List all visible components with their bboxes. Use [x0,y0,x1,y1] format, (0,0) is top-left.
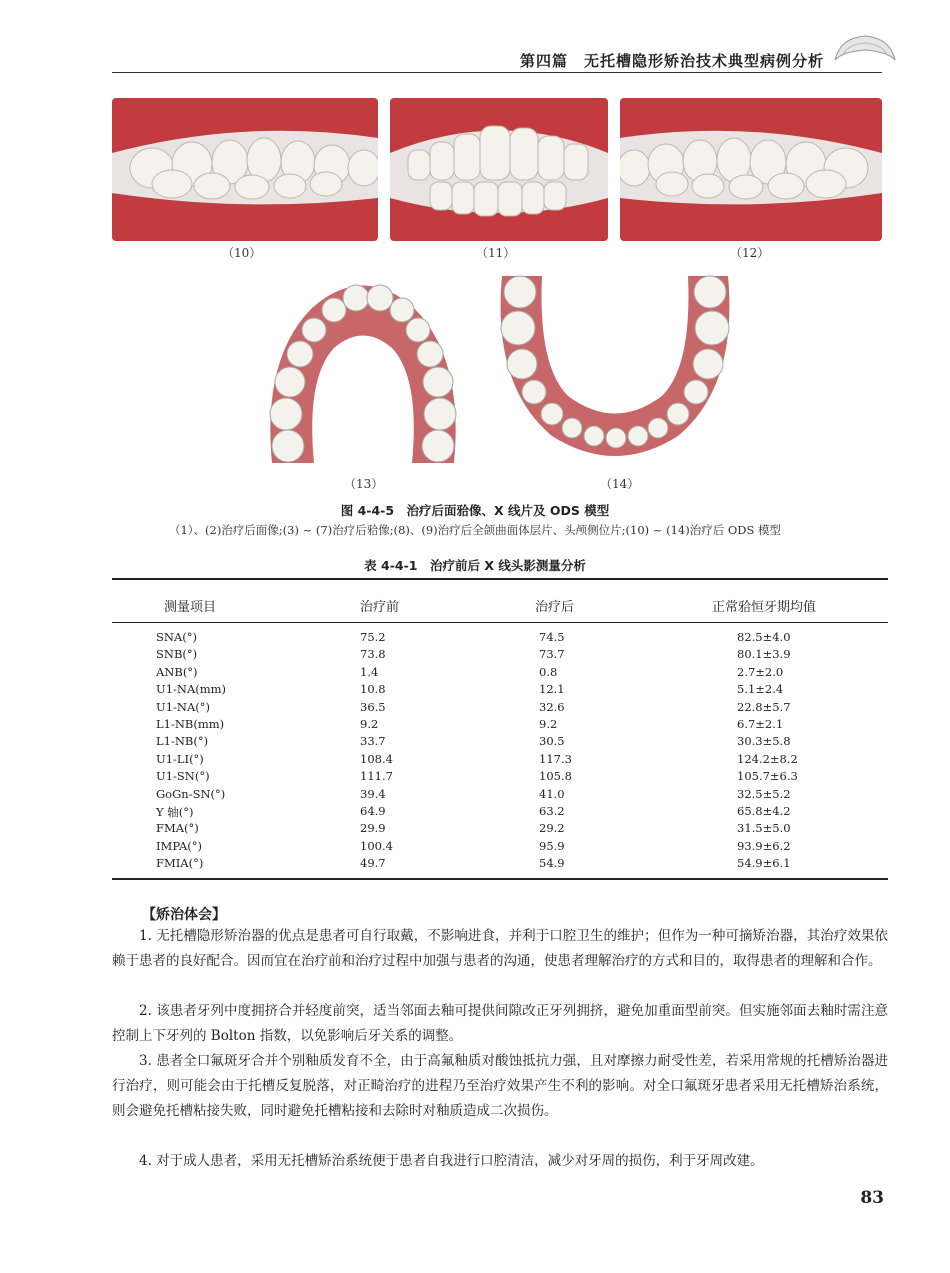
table-cell: 36.5 [360,699,386,714]
ods-model-photo-14 [492,266,738,466]
table-cell: FMIA(°) [156,856,204,871]
table-row [112,717,888,734]
table-cell: SNB(°) [156,647,198,662]
figure-title: 图 4-4-5 治疗后面𬌗像、X 线片及 ODS 模型 [340,503,610,518]
table-cell: U1-SN(°) [156,769,210,784]
table-cell: L1-NB(°) [156,734,209,749]
table-row [112,787,888,804]
table-cell: 75.2 [360,630,386,644]
table-cell: 73.8 [360,647,386,662]
table-cell: 41.0 [539,786,565,801]
table-cell: 31.5±5.0 [737,821,791,836]
table-row [112,839,888,856]
section-title: 【矫治体会】 [142,907,226,923]
header-title: 第四篇 无托槽隐形矫治技术典型病例分析 [519,52,824,70]
aligner-tray-icon [830,30,900,70]
table-header-item: 测量项目 [164,600,217,615]
table-cell: GoGn-SN(°) [156,786,226,801]
table-cell: 117.3 [539,751,572,766]
table-cell: 10.8 [360,682,386,697]
table-cell: L1-NB(mm) [156,717,225,731]
figure-description: （1）、(2)治疗后面像;(3) ~ (7)治疗后𬌗像;(8)、(9)治疗后全颌曲面体层片、头颅侧位片;(10) ~ (14)治疗后 ODS 模型 [168,523,782,537]
table-row [112,665,888,682]
table-cell: 93.9±6.2 [737,838,791,853]
paragraph-2: 2. 该患者牙列中度拥挤合并轻度前突，适当邻面去釉可提供间隙改正牙列拥挤，避免加重面型前突。但实施邻面去釉时需注意控制上下牙列的 Bolton 指数，以免影响后牙关系的调整。 [112,1003,888,1044]
page-number: 83 [860,1188,884,1208]
cephalometric-table [112,578,888,880]
table-row [112,630,888,647]
table-row [112,682,888,699]
table-cell: 64.9 [360,804,386,818]
table-cell: U1-NA(mm) [156,682,227,697]
figure-label-14: （14） [600,477,640,491]
table-cell: SNA(°) [156,630,197,644]
table-cell: 111.7 [360,769,393,784]
table-cell: U1-LI(°) [156,751,204,766]
table-cell: 30.5 [539,734,565,749]
table-cell: 54.9 [539,856,565,871]
table-cell: 32.6 [539,699,565,714]
table-row [112,769,888,786]
table-cell: 12.1 [539,682,565,697]
table-cell: 9.2 [539,717,558,731]
table-cell: 108.4 [360,751,393,766]
table-cell: 39.4 [360,786,386,801]
ods-model-photo-13 [252,268,474,468]
table-cell: ANB(°) [156,664,198,679]
table-cell: 100.4 [360,838,393,853]
table-cell: 80.1±3.9 [737,647,791,662]
table-cell: 54.9±6.1 [737,856,791,871]
table-cell: 32.5±5.2 [737,786,791,801]
table-cell: 124.2±8.2 [737,751,798,766]
table-cell: 30.3±5.8 [737,734,791,749]
table-cell: 22.8±5.7 [737,699,791,714]
running-header [112,46,882,73]
table-cell: 49.7 [360,856,386,871]
table-row [112,804,888,821]
table-cell: U1-NA(°) [156,699,210,714]
table-title: 表 4-4-1 治疗前后 X 线头影测量分析 [364,558,586,573]
figure-label-11: （11） [476,246,516,260]
table-header-before: 治疗前 [360,600,400,615]
table-cell: 1.4 [360,664,379,679]
table-cell: 2.7±2.0 [737,664,784,679]
table-cell: 95.9 [539,838,565,853]
table-header-rule [112,622,888,623]
table-header-normal: 正常𬌗恒牙期均值 [712,600,817,615]
table-cell: 63.2 [539,804,565,818]
table-cell: 9.2 [360,717,379,731]
table-cell: 6.7±2.1 [737,717,784,731]
figure-label-10: （10） [222,246,262,260]
ods-model-photo-11 [390,98,608,241]
table-cell: 0.8 [539,664,558,679]
ods-model-photo-12 [620,98,882,241]
table-row [112,734,888,751]
table-row [112,647,888,664]
table-cell: IMPA(°) [156,838,203,853]
table-cell: 73.7 [539,647,565,662]
table-row [112,821,888,838]
paragraph-4: 4. 对于成人患者，采用无托槽矫治系统便于患者自我进行口腔清洁，减少对牙周的损伤，利于牙周改建。 [139,1153,764,1169]
table-cell: Y 轴(°) [156,805,194,819]
table-cell: 105.8 [539,769,572,784]
paragraph-1: 1. 无托槽隐形矫治器的优点是患者可自行取戴，不影响进食，并利于口腔卫生的维护；但作为一种可摘矫治器，其治疗效果依赖于患者的良好配合。因而宜在治疗前和治疗过程中加强与患者的沟通，使患者理解治疗的方式和目的，取得患者的理解和合作。 [112,928,888,969]
ods-model-photo-10 [112,98,378,241]
table-row [112,700,888,717]
paragraph-3: 3. 患者全口氟斑牙合并个别釉质发育不全，由于高氟釉质对酸蚀抵抗力强，且对摩擦力耐受性差，若采用常规的托槽矫治器进行治疗，则可能会由于托槽反复脱落，对正畸治疗的进程乃至治疗效果产生不利的影响。对全口氟斑牙患者采用无托槽矫治系统，则会避免托槽粘接失败，同时避免托槽粘接和去除时对釉质造成二次损伤。 [112,1053,888,1119]
table-header-after: 治疗后 [535,600,575,615]
figure-label-13: （13） [344,477,384,491]
table-cell: 29.9 [360,821,386,836]
table-cell: 33.7 [360,734,386,749]
table-cell: 29.2 [539,821,565,836]
table-row [112,752,888,769]
table-cell: 65.8±4.2 [737,804,791,818]
table-cell: 5.1±2.4 [737,682,784,697]
table-row [112,856,888,873]
table-cell: FMA(°) [156,821,199,836]
table-cell: 105.7±6.3 [737,769,798,784]
figure-label-12: （12） [730,246,770,260]
table-cell: 74.5 [539,630,565,644]
table-cell: 82.5±4.0 [737,630,791,644]
